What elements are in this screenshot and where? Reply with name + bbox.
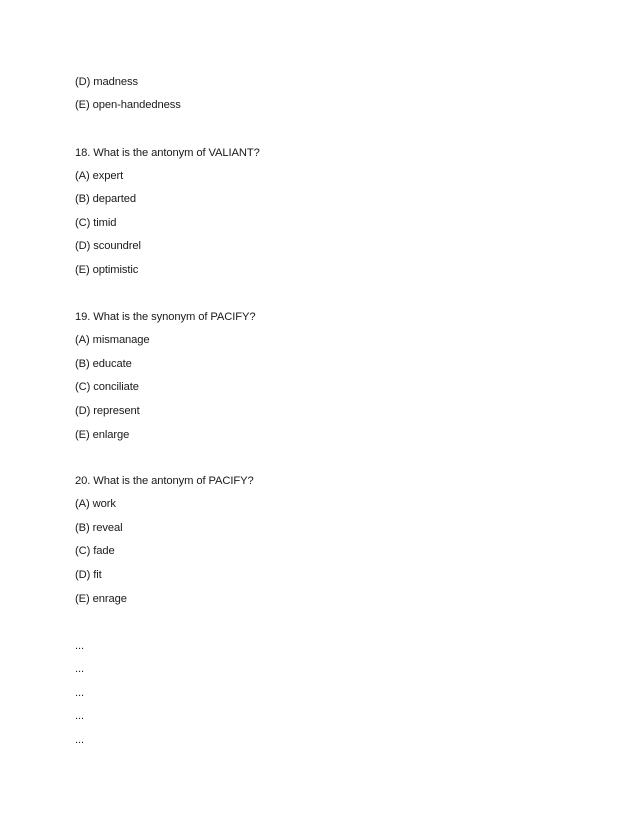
q18-option-e: (E) optimistic [75, 264, 139, 276]
q17-option-d: (D) madness [75, 76, 138, 88]
q18-option-b: (B) departed [75, 193, 136, 205]
q20-option-e: (E) enrage [75, 593, 127, 605]
q19-option-d: (D) represent [75, 405, 140, 417]
q20-option-d: (D) fit [75, 569, 102, 581]
q20-option-a: (A) work [75, 498, 116, 510]
q20-option-c: (C) fade [75, 545, 115, 557]
ellipsis-3: ... [75, 687, 85, 699]
q19-option-b: (B) educate [75, 358, 132, 370]
q19-question: 19. What is the synonym of PACIFY? [75, 311, 256, 323]
ellipsis-2: ... [75, 663, 85, 675]
q18-question: 18. What is the antonym of VALIANT? [75, 147, 260, 159]
ellipsis-1: ... [75, 640, 85, 652]
q19-option-c: (C) conciliate [75, 381, 139, 393]
q18-option-c: (C) timid [75, 217, 117, 229]
ellipsis-5: ... [75, 734, 85, 746]
q20-question: 20. What is the antonym of PACIFY? [75, 475, 254, 487]
q18-option-a: (A) expert [75, 170, 124, 182]
q18-option-d: (D) scoundrel [75, 240, 141, 252]
q19-option-a: (A) mismanage [75, 334, 150, 346]
ellipsis-4: ... [75, 710, 85, 722]
q19-option-e: (E) enlarge [75, 429, 130, 441]
q17-option-e: (E) open-handedness [75, 99, 181, 111]
q20-option-b: (B) reveal [75, 522, 123, 534]
